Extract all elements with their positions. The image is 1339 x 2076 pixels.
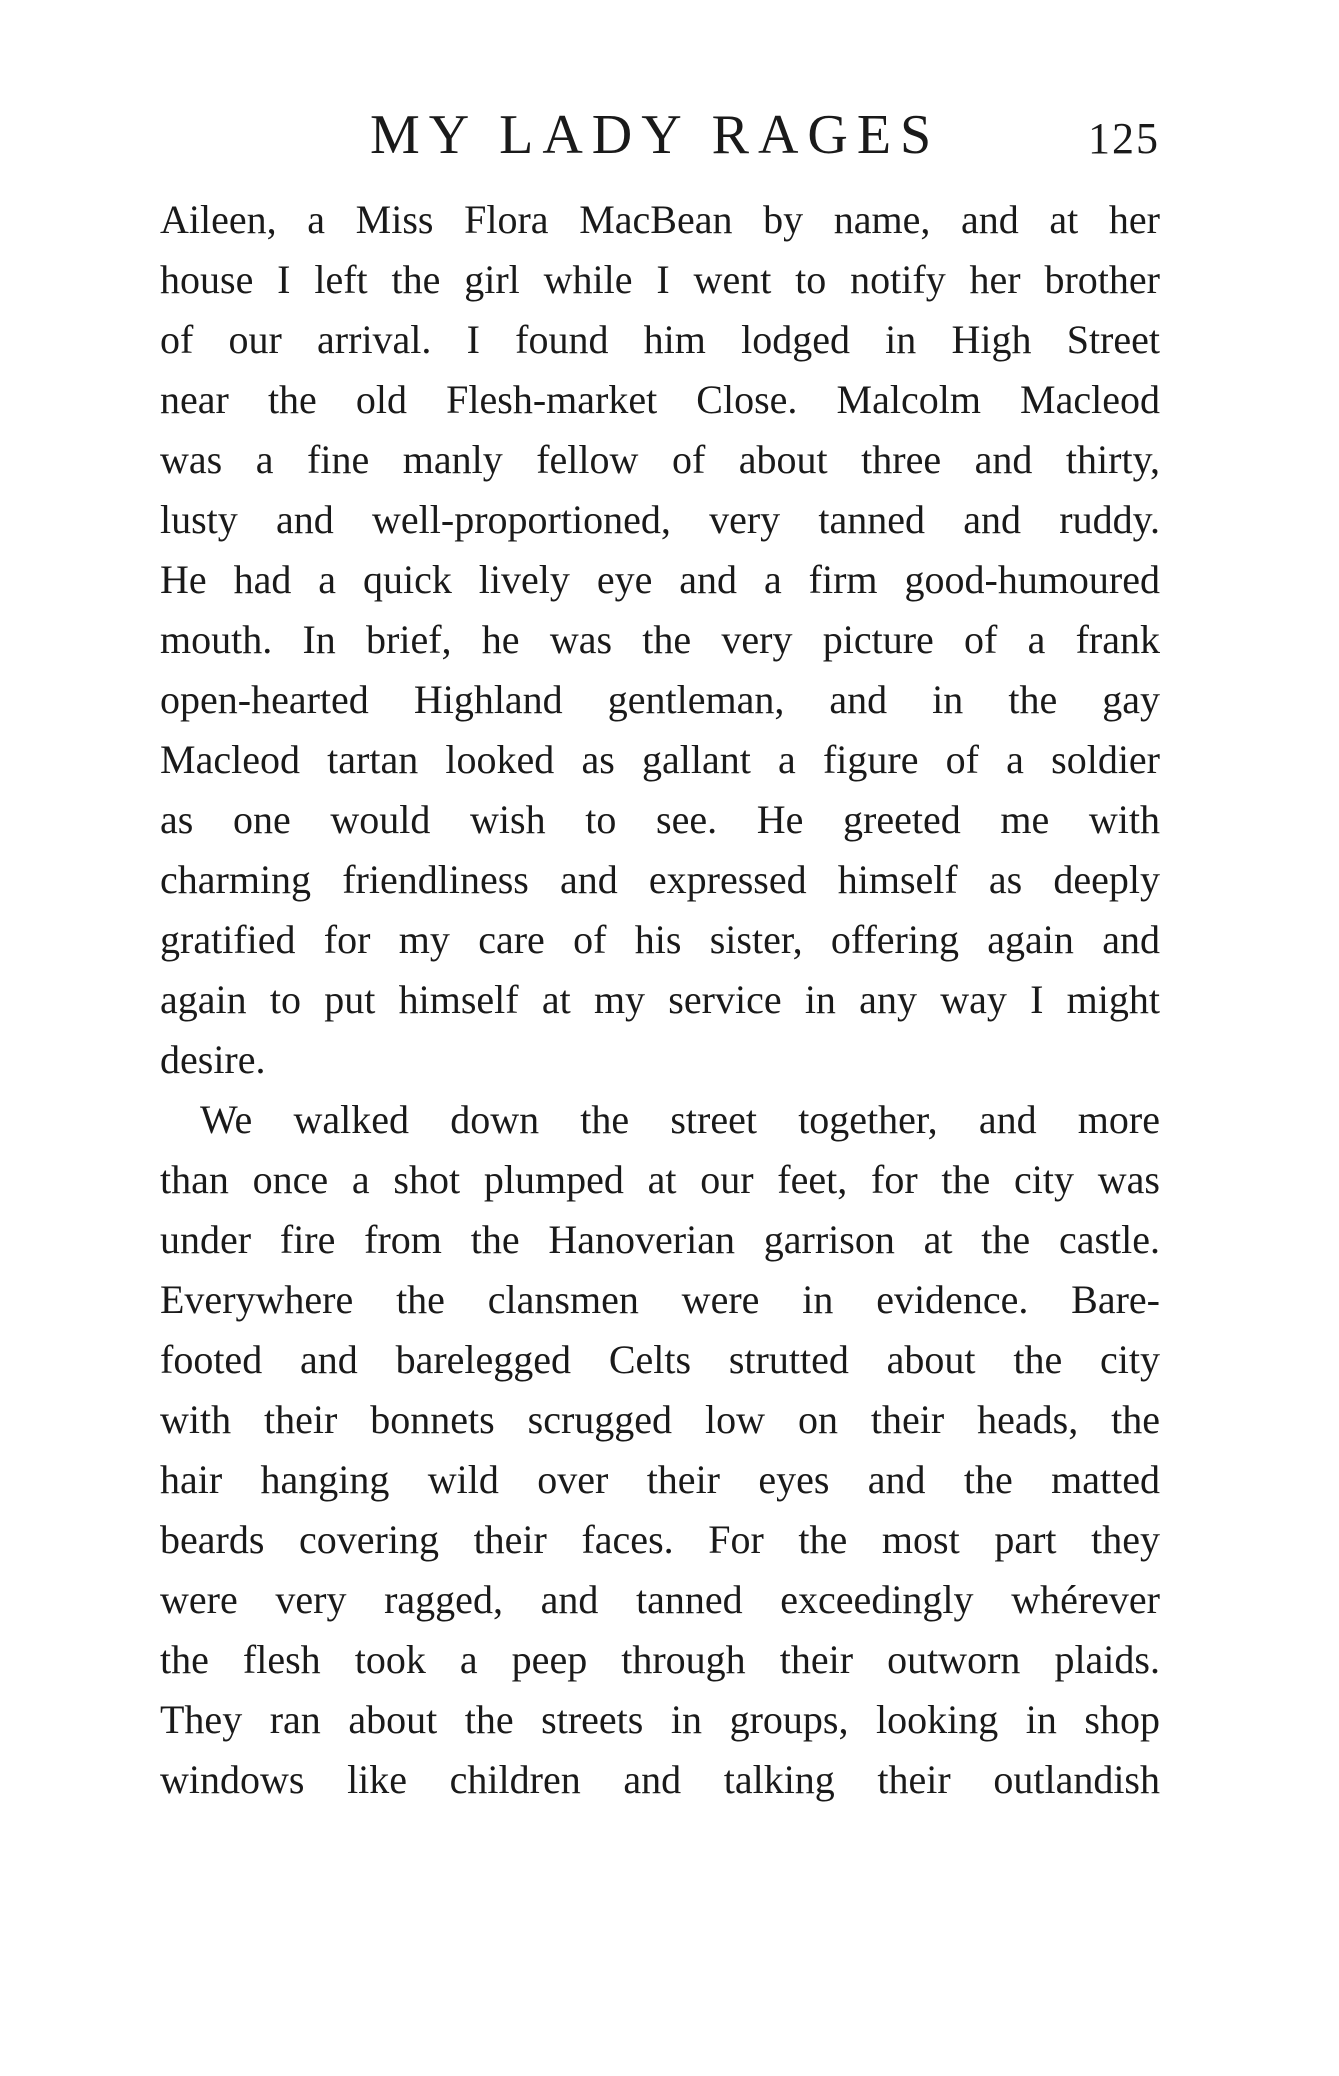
text-line: under fire from the Hanoverian garrison at the castle. [160, 1217, 1160, 1262]
text-line: We walked down the street together, and more [200, 1097, 1160, 1142]
text-line: house I left the girl while I went to notify her brother [160, 257, 1160, 302]
text-line: Everywhere the clansmen were in evidence. Bare- [160, 1277, 1160, 1322]
running-head [160, 100, 1160, 170]
text-line: open-hearted Highland gentleman, and in the gay [160, 677, 1160, 722]
text-line: lusty and well-proportioned, very tanned and ruddy. [160, 497, 1160, 542]
text-line: the flesh took a peep through their outworn plaids. [160, 1637, 1160, 1682]
body-text [160, 190, 1160, 1810]
text-line: near the old Flesh-market Close. Malcolm Macleod [160, 377, 1160, 422]
paragraph-2 [160, 1090, 1160, 1810]
text-line: again to put himself at my service in any way I might [160, 977, 1160, 1022]
text-line: charming friendliness and expressed himself as deeply [160, 857, 1160, 902]
text-line: gratified for my care of his sister, offering again and [160, 917, 1160, 962]
text-line: hair hanging wild over their eyes and the matted [160, 1457, 1160, 1502]
text-line: than once a shot plumped at our feet, for the city was [160, 1157, 1160, 1202]
text-line: They ran about the streets in groups, looking in shop [160, 1697, 1160, 1742]
text-line: windows like children and talking their outlandish [160, 1757, 1160, 1802]
text-line: He had a quick lively eye and a firm good-humoured [160, 557, 1160, 602]
text-line: of our arrival. I found him lodged in High Street [160, 317, 1160, 362]
text-line: Aileen, a Miss Flora MacBean by name, and at her [160, 197, 1160, 242]
paragraph-1 [160, 190, 1160, 1090]
text-line: desire. [160, 1037, 266, 1082]
text-line: were very ragged, and tanned exceedingly whérever [160, 1577, 1160, 1622]
text-line: as one would wish to see. He greeted me with [160, 797, 1160, 842]
text-line: Macleod tartan looked as gallant a figure of a soldier [160, 737, 1160, 782]
text-line: footed and barelegged Celts strutted about the city [160, 1337, 1160, 1382]
page-number: 125 [1088, 114, 1160, 163]
text-line: mouth. In brief, he was the very picture of a frank [160, 617, 1160, 662]
text-line: with their bonnets scrugged low on their heads, the [160, 1397, 1160, 1442]
text-line: was a fine manly fellow of about three and thirty, [160, 437, 1160, 482]
text-line: beards covering their faces. For the most part they [160, 1517, 1160, 1562]
running-title: MY LADY RAGES [370, 104, 941, 166]
